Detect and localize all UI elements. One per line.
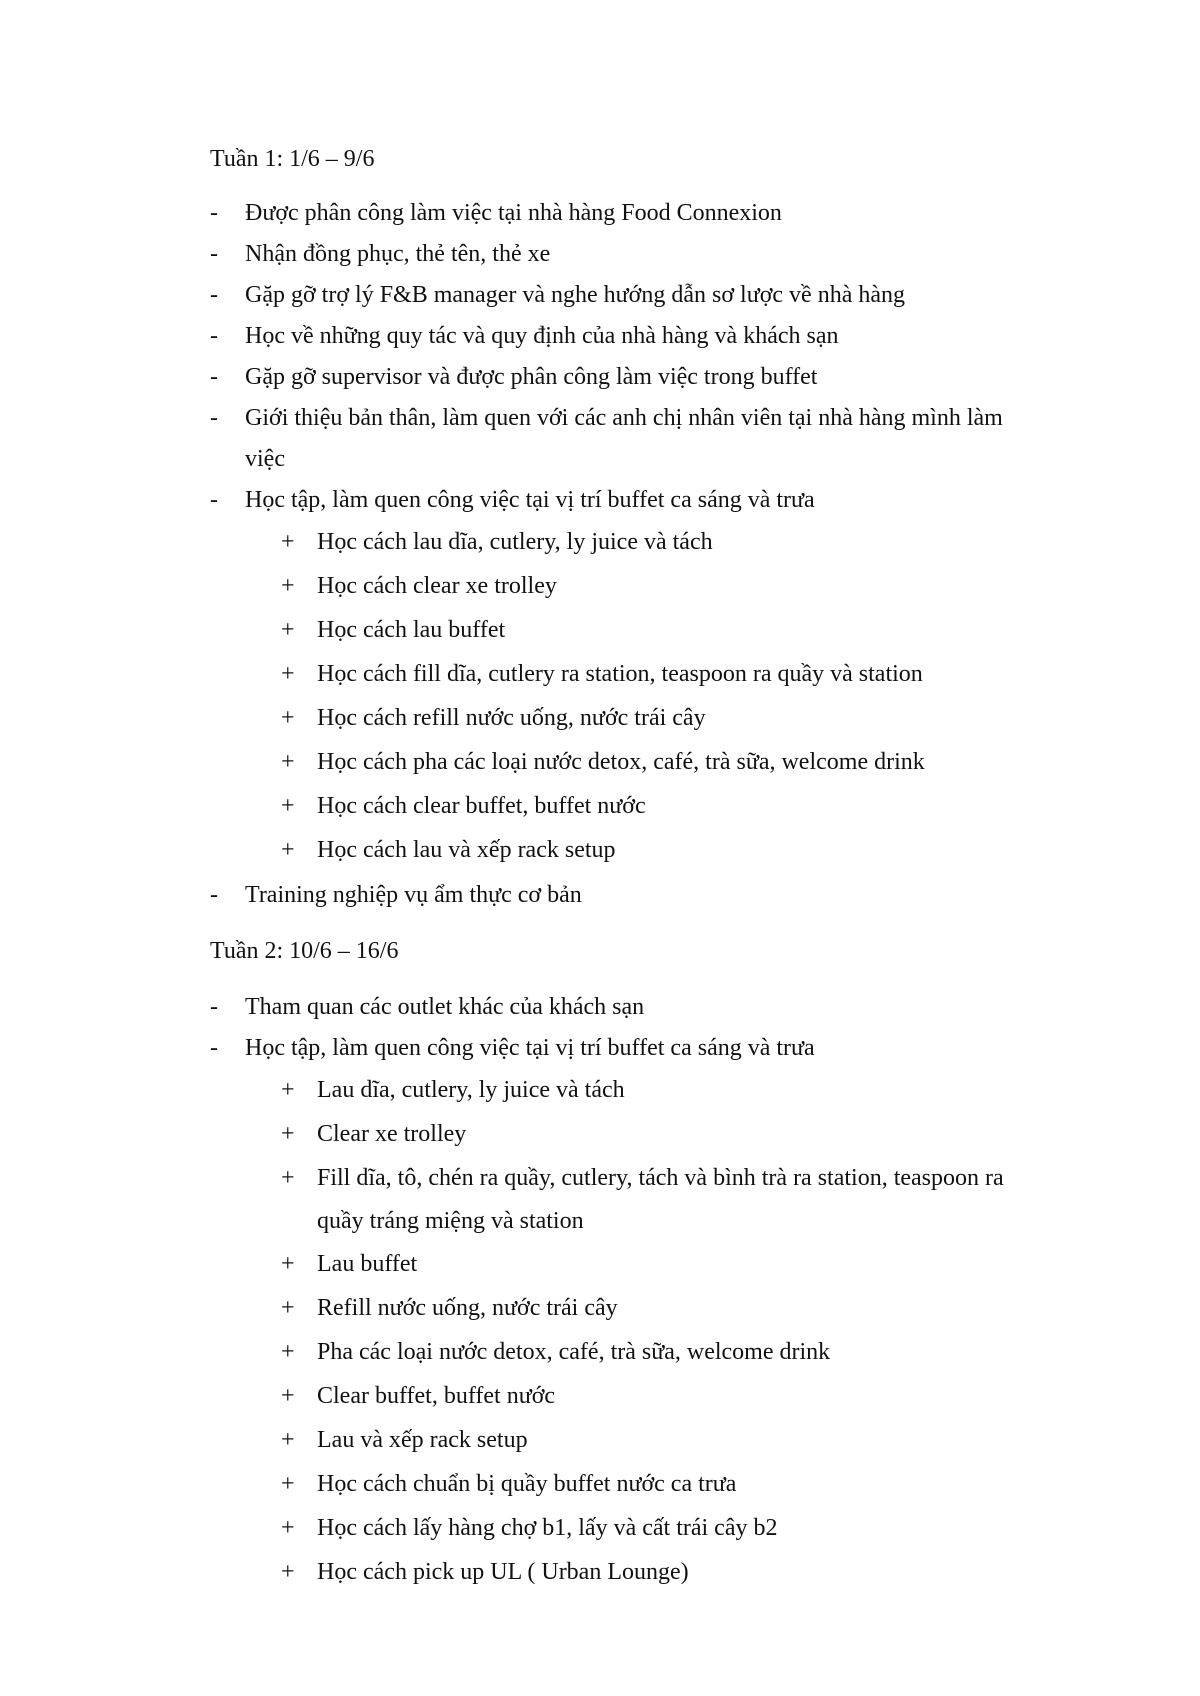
bullet-dash: - [210,200,218,226]
bullet-dash: - [210,405,218,431]
bullet-plus: + [281,1295,295,1321]
week2-subitem: Học cách pick up UL ( Urban Lounge) [317,1559,689,1585]
week2-heading: Tuần 2: 10/6 – 16/6 [210,938,399,964]
week1-item: Được phân công làm việc tại nhà hàng Food Connexion [245,200,782,226]
bullet-dash: - [210,323,218,349]
week2-subitem: Fill dĩa, tô, chén ra quầy, cutlery, tách và bình trà ra station, teaspoon ra [317,1165,1004,1191]
bullet-dash: - [210,282,218,308]
bullet-plus: + [281,1077,295,1103]
bullet-plus: + [281,529,295,555]
week2-subitem: Học cách lấy hàng chợ b1, lấy và cất trái cây b2 [317,1515,778,1541]
bullet-dash: - [210,241,218,267]
bullet-plus: + [281,1121,295,1147]
week2-item: Tham quan các outlet khác của khách sạn [245,994,645,1020]
week1-item: Giới thiệu bản thân, làm quen với các anh chị nhân viên tại nhà hàng mình làm [245,405,1003,431]
week1-subitem: Học cách clear xe trolley [317,573,557,599]
bullet-plus: + [281,705,295,731]
week1-item: Gặp gỡ supervisor và được phân công làm việc trong buffet [245,364,818,390]
week1-item: Gặp gỡ trợ lý F&B manager và nghe hướng dẫn sơ lược về nhà hàng [245,282,905,308]
week1-subitem: Học cách clear buffet, buffet nước [317,793,646,819]
week1-subitem: Học cách pha các loại nước detox, café, trà sữa, welcome drink [317,749,925,775]
week1-subitem: Học cách lau dĩa, cutlery, ly juice và tách [317,529,713,555]
week2-subitem: Lau và xếp rack setup [317,1427,528,1453]
week1-item: Học về những quy tác và quy định của nhà hàng và khách sạn [245,323,839,349]
bullet-plus: + [281,1471,295,1497]
bullet-plus: + [281,1251,295,1277]
week1-subitem: Học cách refill nước uống, nước trái cây [317,705,706,731]
week1-item: Training nghiệp vụ ẩm thực cơ bản [245,882,582,908]
bullet-dash: - [210,882,218,908]
week1-subitem: Học cách lau buffet [317,617,506,643]
week2-subitem: Học cách chuẩn bị quầy buffet nước ca trưa [317,1471,737,1497]
week1-item: Học tập, làm quen công việc tại vị trí buffet ca sáng và trưa [245,487,815,513]
bullet-dash: - [210,364,218,390]
bullet-plus: + [281,1383,295,1409]
bullet-plus: + [281,1339,295,1365]
week1-item-continued: việc [245,446,285,472]
bullet-dash: - [210,487,218,513]
week2-subitem: Clear buffet, buffet nước [317,1383,556,1409]
week2-subitem: Clear xe trolley [317,1121,467,1147]
bullet-plus: + [281,1559,295,1585]
bullet-plus: + [281,1515,295,1541]
week2-subitem: Lau buffet [317,1251,418,1277]
bullet-plus: + [281,573,295,599]
bullet-plus: + [281,837,295,863]
bullet-plus: + [281,1165,295,1191]
week1-subitem: Học cách lau và xếp rack setup [317,837,616,863]
week2-subitem: Refill nước uống, nước trái cây [317,1295,618,1321]
bullet-dash: - [210,1035,218,1061]
week2-item: Học tập, làm quen công việc tại vị trí buffet ca sáng và trưa [245,1035,815,1061]
week1-heading: Tuần 1: 1/6 – 9/6 [210,146,375,172]
bullet-plus: + [281,617,295,643]
week2-subitem: Lau dĩa, cutlery, ly juice và tách [317,1077,625,1103]
bullet-plus: + [281,749,295,775]
week2-subitem-continued: quầy tráng miệng và station [317,1208,584,1234]
week2-subitem: Pha các loại nước detox, café, trà sữa, welcome drink [317,1339,831,1365]
week1-item: Nhận đồng phục, thẻ tên, thẻ xe [245,241,551,267]
bullet-dash: - [210,994,218,1020]
bullet-plus: + [281,1427,295,1453]
week1-subitem: Học cách fill dĩa, cutlery ra station, teaspoon ra quầy và station [317,661,923,687]
bullet-plus: + [281,661,295,687]
bullet-plus: + [281,793,295,819]
